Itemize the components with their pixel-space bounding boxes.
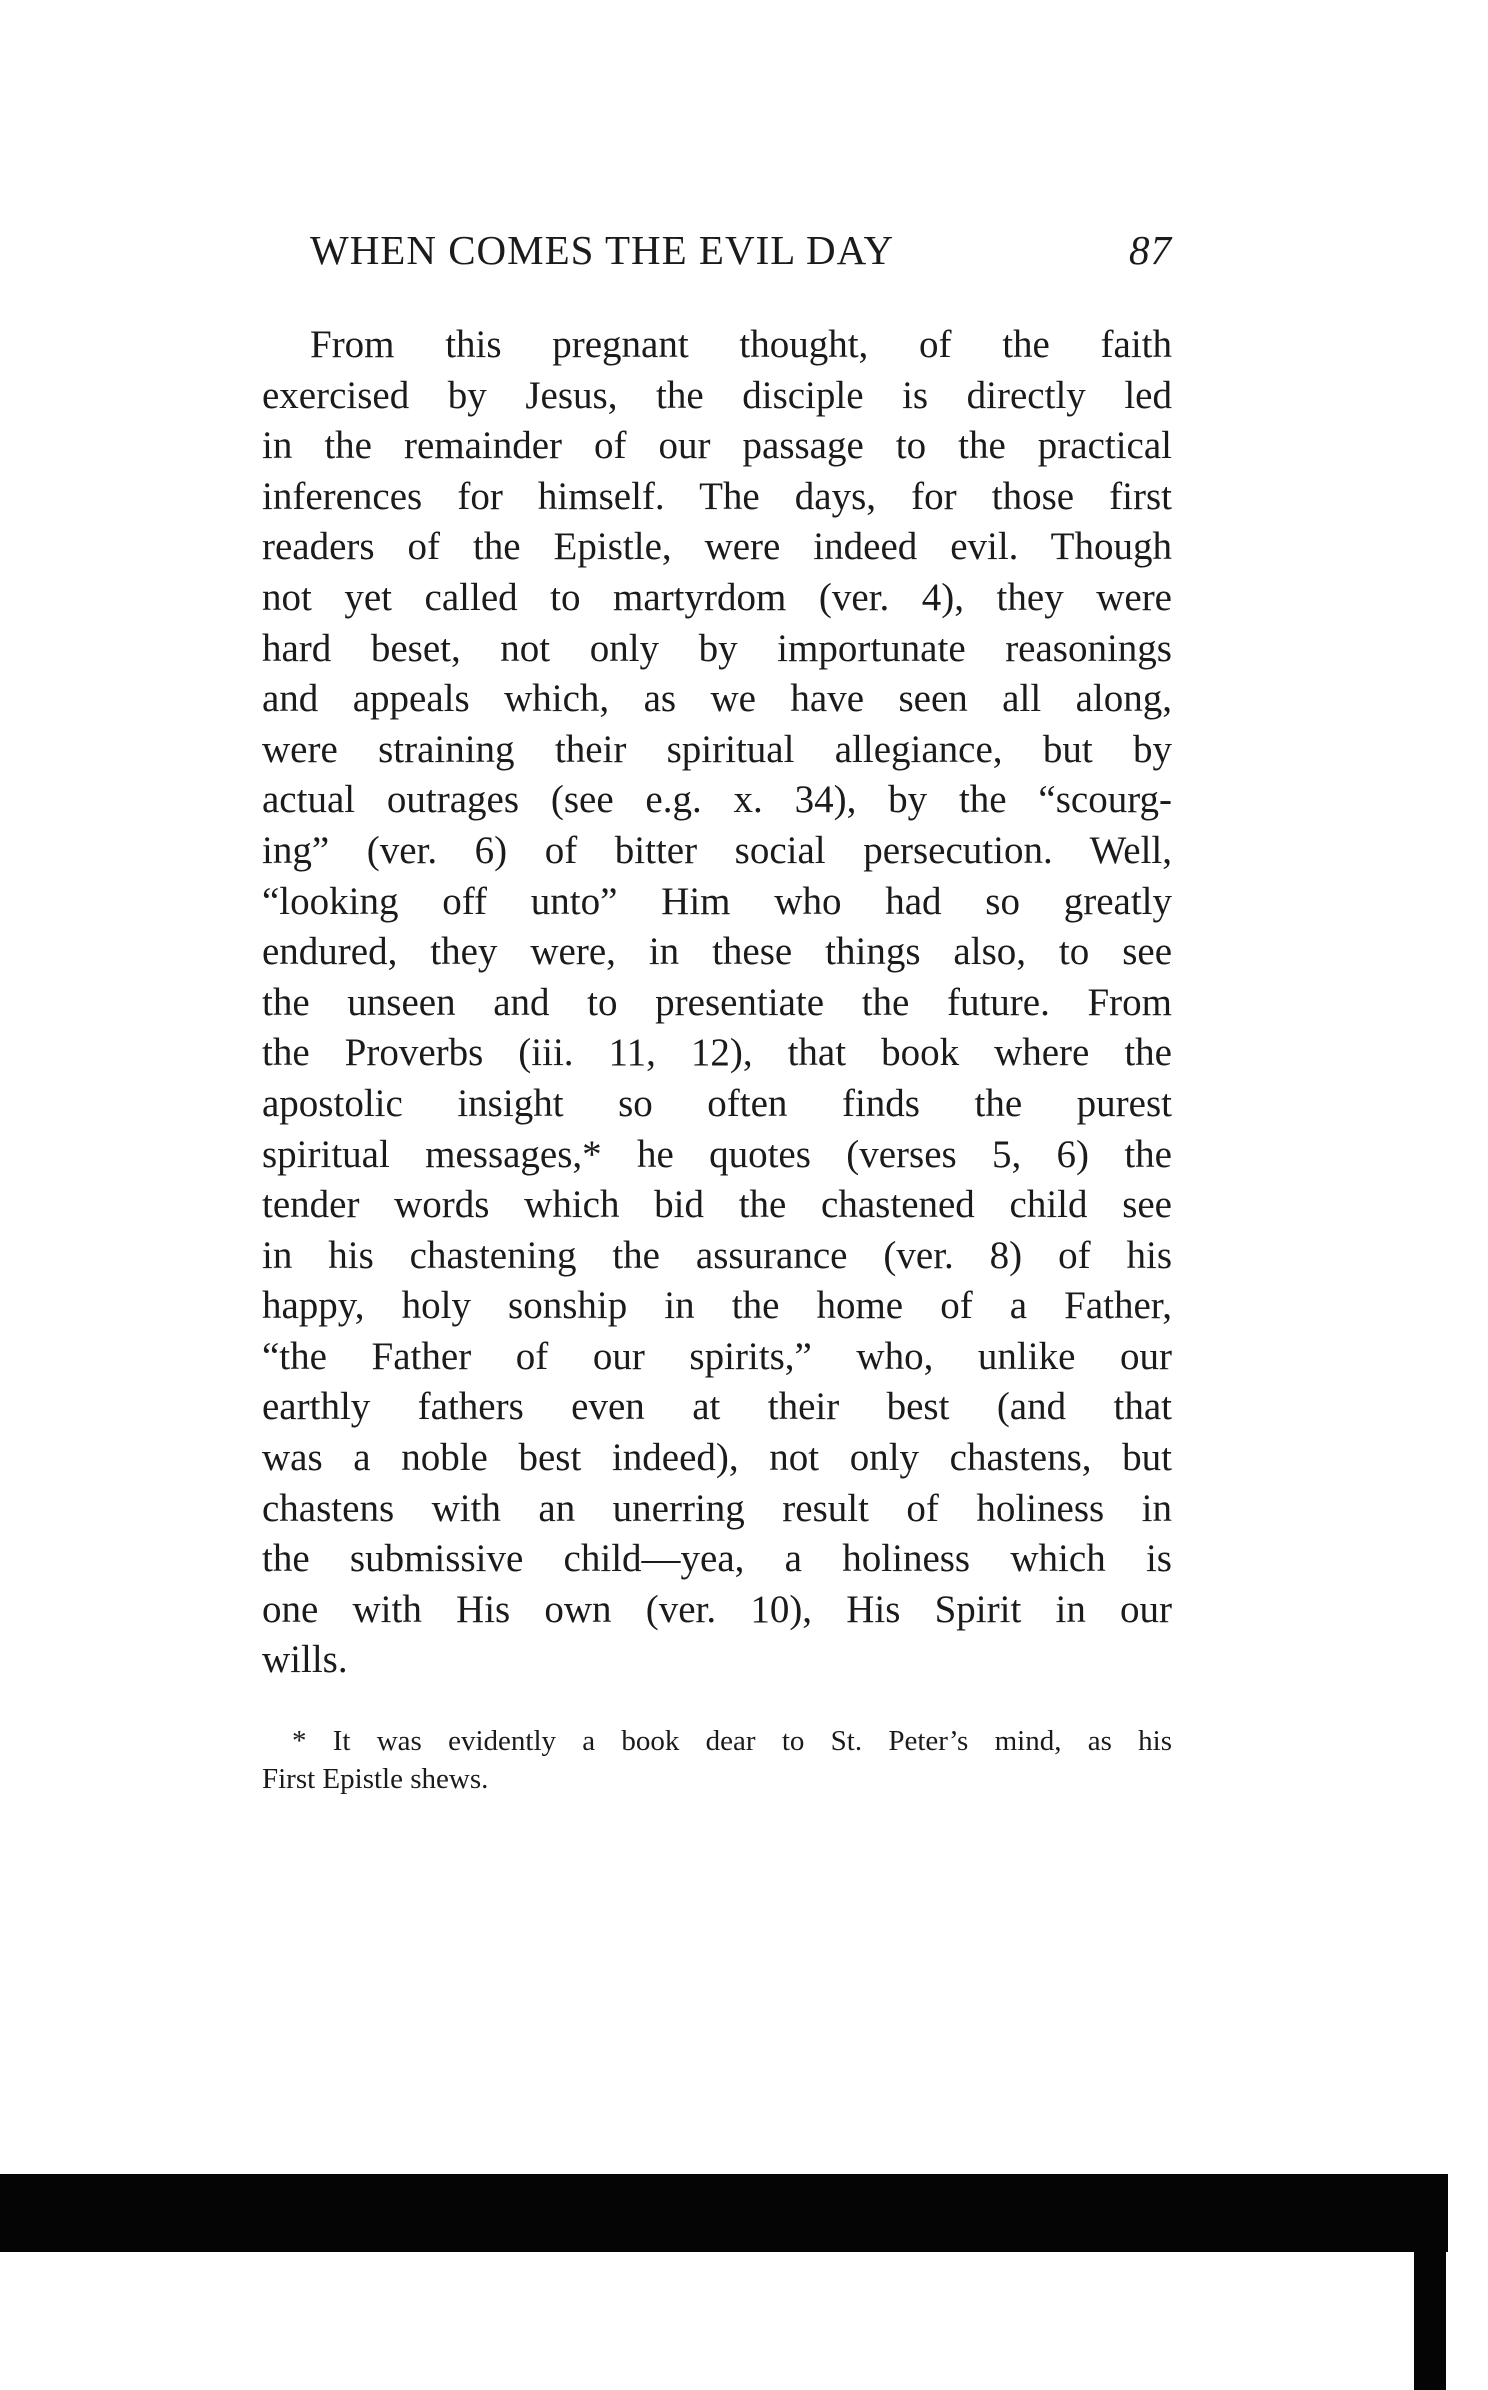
text-line: were straining their spiritual allegiance, but by: [262, 727, 1172, 771]
text-line: inferences for himself. The days, for those first: [262, 474, 1172, 518]
footnote-line: * It was evidently a book dear to St. Peter’s mind, as his: [292, 1725, 1172, 1757]
scan-edge-bar: [0, 2174, 1448, 2252]
text-line: From this pregnant thought, of the faith: [310, 323, 1172, 366]
text-line: actual outrages (see e.g. x. 34), by the “scourg-: [262, 778, 1172, 822]
text-line: the Proverbs (iii. 11, 12), that book where the: [262, 1031, 1172, 1075]
text-line: ing” (ver. 6) of bitter social persecution. Well,: [262, 828, 1172, 872]
text-line: in his chastening the assurance (ver. 8) of his: [262, 1233, 1172, 1277]
text-line: in the remainder of our passage to the practical: [262, 424, 1172, 468]
text-line: endured, they were, in these things also, to see: [262, 930, 1172, 974]
text-line: was a noble best indeed), not only chastens, but: [262, 1436, 1172, 1480]
text-line: apostolic insight so often finds the purest: [262, 1081, 1172, 1125]
text-line: earthly fathers even at their best (and that: [262, 1385, 1172, 1429]
running-head: [310, 222, 1172, 278]
text-line: the unseen and to presentiate the future. From: [262, 980, 1172, 1024]
footnote-line: First Epistle shews.: [262, 1763, 489, 1795]
body-paragraph: [262, 320, 1172, 1686]
text-line: and appeals which, as we have seen all along,: [262, 677, 1172, 721]
page-number: 87: [1129, 227, 1172, 273]
text-line: hard beset, not only by importunate reasonings: [262, 626, 1172, 670]
text-line: the submissive child—yea, a holiness which is: [262, 1537, 1172, 1581]
text-line: one with His own (ver. 10), His Spirit in our: [262, 1587, 1172, 1631]
text-line: “the Father of our spirits,” who, unlike our: [262, 1334, 1172, 1378]
text-line: happy, holy sonship in the home of a Father,: [262, 1284, 1172, 1328]
text-line: readers of the Epistle, were indeed evil. Though: [262, 525, 1172, 569]
text-line: wills.: [262, 1638, 348, 1682]
footnote: [262, 1722, 1172, 1798]
text-line: spiritual messages,* he quotes (verses 5, 6) the: [262, 1132, 1172, 1176]
text-line: “looking off unto” Him who had so greatly: [262, 879, 1172, 923]
text-line: chastens with an unerring result of holiness in: [262, 1486, 1172, 1530]
text-line: not yet called to martyrdom (ver. 4), they were: [262, 575, 1172, 619]
scan-edge-bar-vertical: [1414, 2174, 1446, 2390]
text-line: exercised by Jesus, the disciple is directly led: [262, 373, 1172, 417]
text-line: tender words which bid the chastened child see: [262, 1183, 1172, 1227]
running-title: WHEN COMES THE EVIL DAY: [310, 227, 895, 273]
